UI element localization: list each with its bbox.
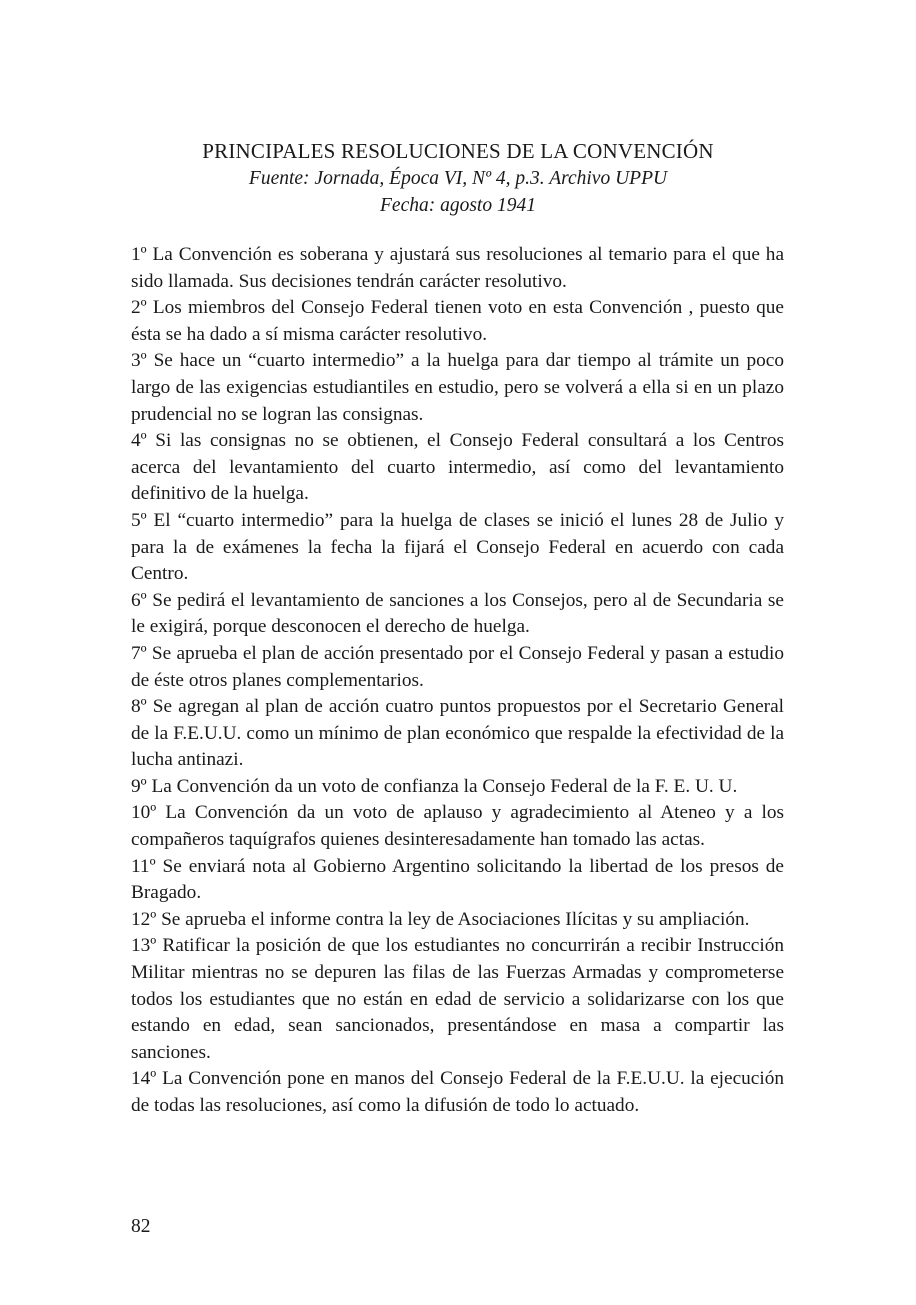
page-number: 82 xyxy=(131,1216,151,1237)
resolution-item: 10º La Convención da un voto de aplauso y agradecimiento al Ateneo y a los compañeros taquígrafos quienes desinteresadamente han tomado las actas. xyxy=(131,802,784,851)
resolution-item: 9º La Convención da un voto de confianza la Consejo Federal de la F. E. U. U. xyxy=(131,775,738,797)
resolutions-list xyxy=(131,242,784,1120)
resolution-item: 11º Se enviará nota al Gobierno Argentino solicitando la libertad de los presos de Bragado. xyxy=(131,855,784,904)
resolution-item: 12º Se aprueba el informe contra la ley de Asociaciones Ilícitas y su ampliación. xyxy=(131,908,750,930)
resolution-item: 4º Si las consignas no se obtienen, el Consejo Federal consultará a los Centros acerca del levantamiento del cuarto intermedio, así como del levantamiento definitivo de la huelga. xyxy=(131,430,784,505)
source-citation: Fuente: Jornada, Época VI, Nº 4, p.3. Archivo UPPU xyxy=(248,168,668,189)
resolution-item: 1º La Convención es soberana y ajustará sus resoluciones al temario para el que ha sido llamada. Sus decisiones tendrán carácter resolutivo. xyxy=(131,244,784,292)
resolution-item: 8º Se agregan al plan de acción cuatro puntos propuestos por el Secretario General de la F.E.U.U. como un mínimo de plan económico que respalde la efectividad de la lucha antinazi. xyxy=(131,696,784,771)
resolution-item: 6º Se pedirá el levantamiento de sanciones a los Consejos, pero al de Secundaria se le exigirá, porque desconocen el derecho de huelga. xyxy=(131,589,784,638)
resolution-item: 14º La Convención pone en manos del Consejo Federal de la F.E.U.U. la ejecución de todas las resoluciones, así como la difusión de todo lo actuado. xyxy=(131,1068,784,1116)
document-title: PRINCIPALES RESOLUCIONES DE LA CONVENCIÓN xyxy=(202,139,714,163)
resolution-item: 13º Ratificar la posición de que los estudiantes no concurrirán a recibir Instrucción Militar mientras no se depuren las filas de las Fuerzas Armadas y comprometerse todos los estudiantes que no están en edad de servicio a solidarizarse con los que estando en edad, sean sancionados, presentándose en masa a compartir las sanciones. xyxy=(131,935,784,1063)
resolution-item: 3º Se hace un “cuarto intermedio” a la huelga para dar tiempo al trámite un poco largo de las exigencias estudiantiles en estudio, pero se volverá a ella si en un plazo prudencial no se logran las consignas. xyxy=(131,350,784,425)
resolution-item: 5º El “cuarto intermedio” para la huelga de clases se inició el lunes 28 de Julio y para la de exámenes la fecha la fijará el Consejo Federal en acuerdo con cada Centro. xyxy=(131,509,784,585)
document-date: Fecha: agosto 1941 xyxy=(380,195,536,216)
document-header xyxy=(0,138,916,219)
resolution-item: 7º Se aprueba el plan de acción presentado por el Consejo Federal y pasan a estudio de éste otros planes complementarios. xyxy=(131,642,784,691)
resolution-item: 2º Los miembros del Consejo Federal tienen voto en esta Convención , puesto que ésta se ha dado a sí misma carácter resolutivo. xyxy=(131,297,784,345)
